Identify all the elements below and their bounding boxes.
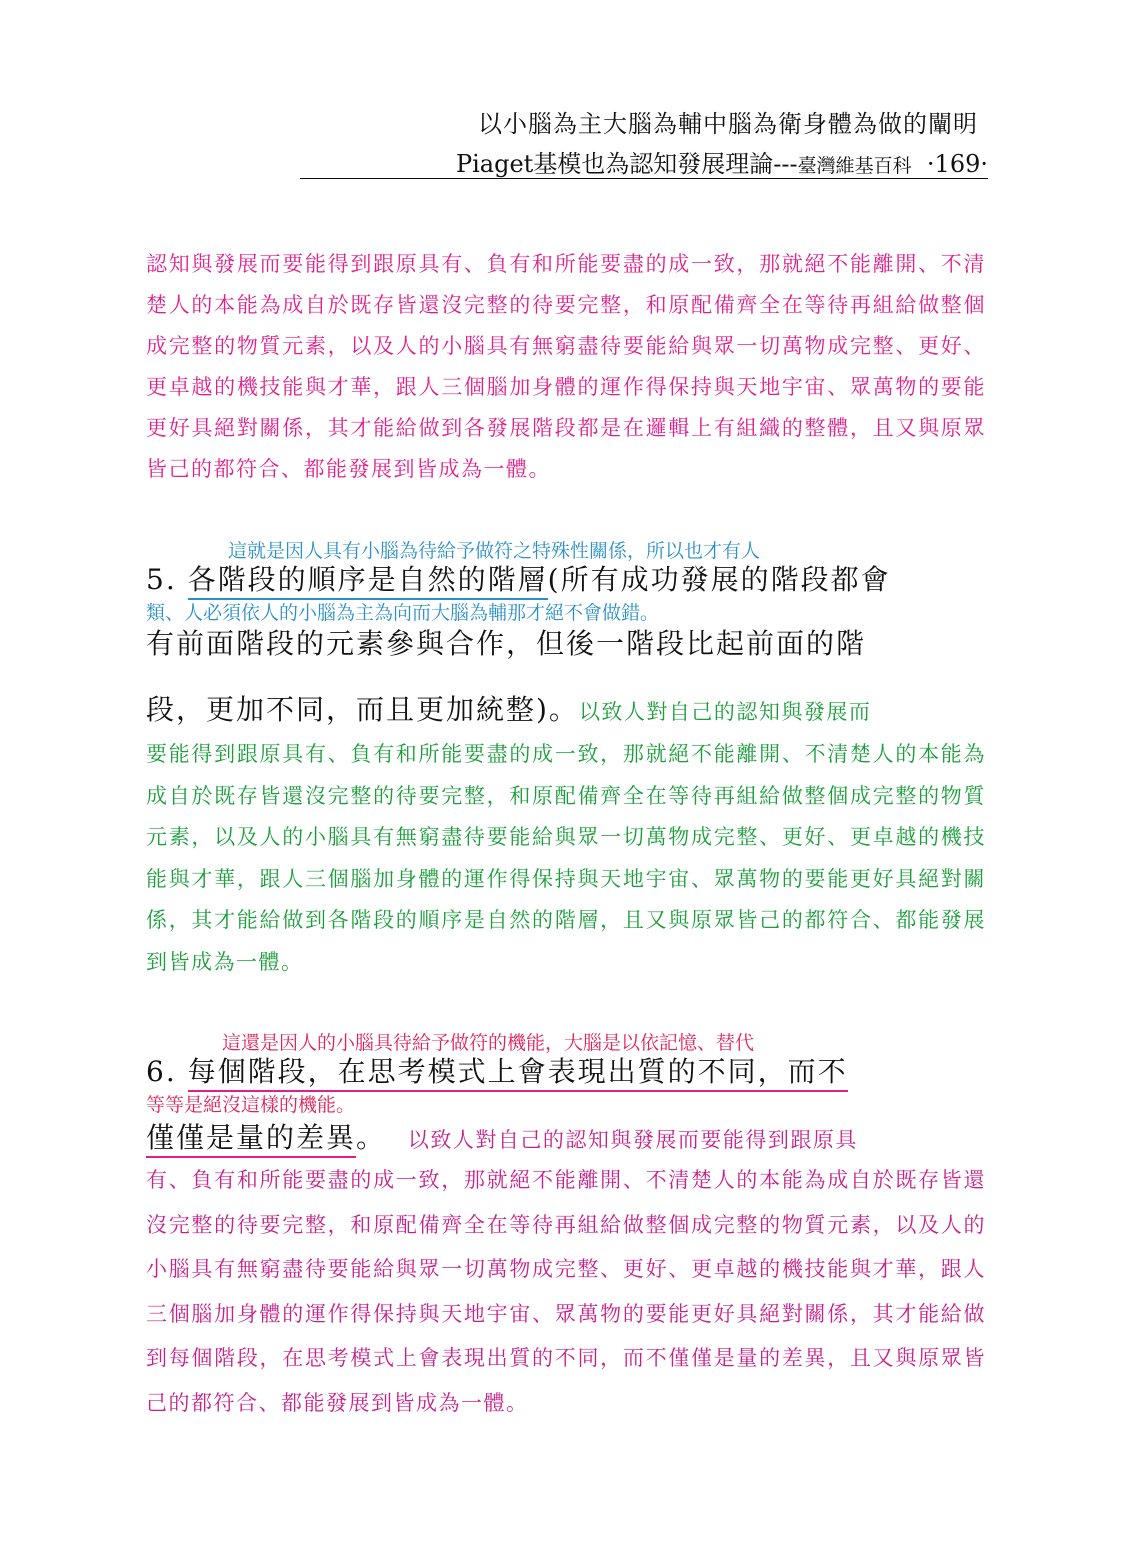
item5-line2: 有前面階段的元素參與合作，但後一階段比起前面的階 [146, 627, 867, 660]
header-title: 以小腦為主大腦為輔中腦為衛身體為做的闡明 [478, 110, 978, 138]
item5-title-underlined: 各階段的順序是自然的階層 [188, 563, 548, 600]
paragraph-intro: 認知與發展而要能得到跟原具有、負有和所能要盡的成一致，那就絕不能離開、不清楚人的本能為成自於既存皆還沒完整的待要完整，和原配備齊全在等待再組給做整個成完整的物質元素，以及人的小腦具有無窮盡待要能給與眾一切萬物成完整、更好、更卓越的機技能與才華，跟人三個腦加身體的運作得保持與天地宇宙、眾萬物的要能更好具絕對關係，其才能給做到各發展階段都是在邏輯上有組織的整體，且又與原眾皆己的都符合、都能發展到皆成為一體。 [146, 252, 986, 481]
item5-number: 5. [146, 563, 177, 596]
item5-note-line1: 這就是因人具有小腦為待給予做符之特殊性關係，所以也才有人 [228, 540, 761, 562]
item5-title-rest: (所有成功發展的階段都會 [547, 563, 891, 596]
item6-title-underlined: 每個階段，在思考模式上會表現出質的不同，而不 [188, 1055, 848, 1092]
item6-line2-punct: 。 [356, 1121, 387, 1154]
item6-number: 6. [146, 1055, 177, 1088]
item5-paragraph: 要能得到跟原具有、負有和所能要盡的成一致，那就絕不能離開、不清楚人的本能為成自於既存皆還沒完整的待要完整，和原配備齊全在等待再組給做整個成完整的物質元素，以及人的小腦具有無窮盡待要能給與眾一切萬物成完整、更好、更卓越的機技能與才華，跟人三個腦加身體的運作得保持與天地宇宙、眾萬物的要能更好具絕對關係，其才能給做到各階段的順序是自然的階層，且又與原眾皆己的都符合、都能發展到皆成為一體。 [146, 742, 986, 974]
item6-line2 [146, 1116, 986, 1156]
item6-line2-small: 以致人對自己的認知與發展而要能得到跟原具 [407, 1128, 858, 1152]
item5-note-line2: 類、人必須依人的小腦為主為向而大腦為輔那才絕不會做錯。 [146, 602, 660, 624]
item6-line2-big: 僅僅是量的差異 [146, 1121, 356, 1158]
item5-heading [146, 558, 986, 598]
item5-line3-small: 以致人對自己的認知與發展而 [578, 700, 872, 724]
item5-line3-big: 段，更加不同，而且更加統整)。 [146, 693, 579, 726]
item6-note-line2: 等等是絕沒這樣的機能。 [146, 1094, 356, 1116]
item6-note-line1: 這還是因人的小腦具待給予做符的機能，大腦是以依記憶、替代 [222, 1032, 755, 1054]
header-subtitle-main: Piaget基模也為認知發展理論--- [455, 150, 798, 178]
header-source: 臺灣維基百科 [797, 155, 912, 177]
item6-heading [146, 1050, 986, 1090]
item5-line3 [146, 688, 986, 728]
item6-paragraph: 有、負有和所能要盡的成一致，那就絕不能離開、不清楚人的本能為成自於既存皆還沒完整的待要完整，和原配備齊全在等待再組給做整個成完整的物質元素，以及人的小腦具有無窮盡待要能給與眾一切萬物成完整、更好、更卓越的機技能與才華，跟人三個腦加身體的運作得保持與天地宇宙、眾萬物的要能更好具絕對關係，其才能給做到每個階段，在思考模式上會表現出質的不同，而不僅僅是量的差異，且又與原眾皆己的都符合、都能發展到皆成為一體。 [146, 1168, 986, 1415]
page-number: ·169· [926, 150, 988, 178]
header-subtitle [300, 144, 988, 179]
